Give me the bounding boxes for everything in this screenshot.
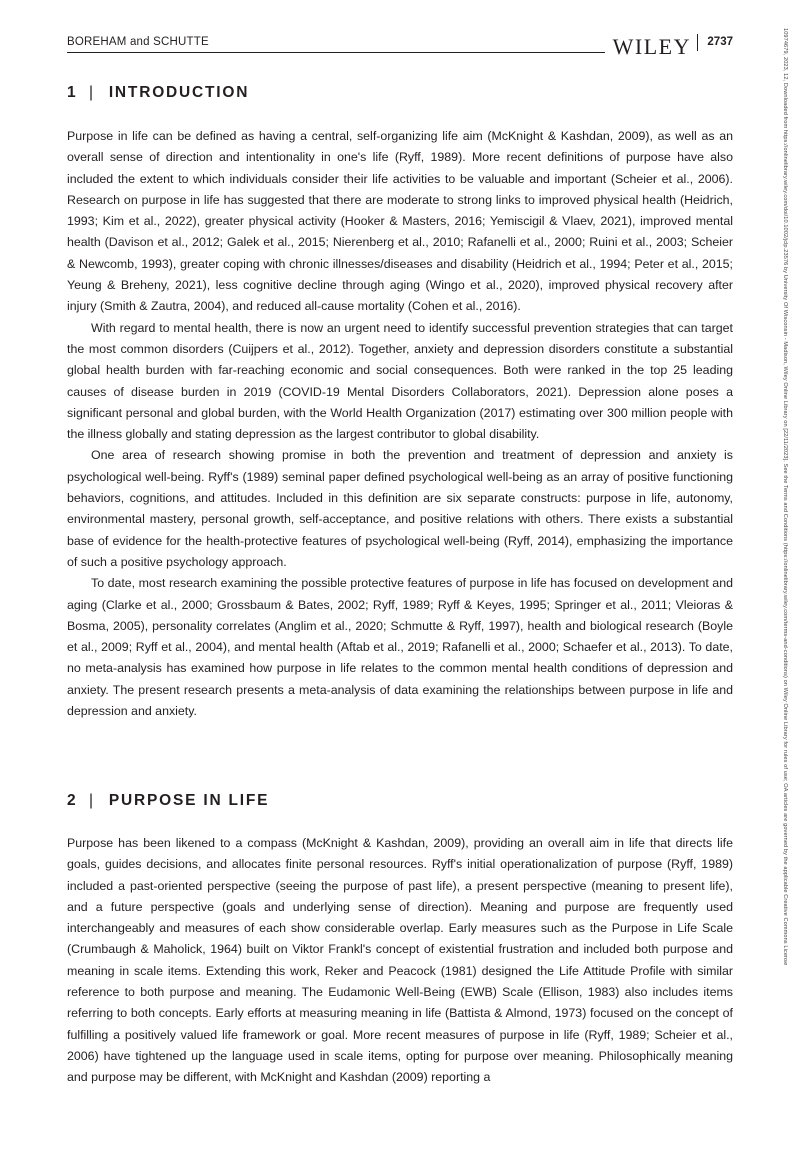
paragraph: To date, most research examining the possible protective features of purpose in life has focused on development and aging (Clarke et al., 2000; Grossbaum & Bates, 2002; Ryff, 1989; Ryff & Keyes, 1995; Springer et al., 2011; Vleioras & Bosma, 2005), personality correlates (Anglim et al., 2020; Schmutte & Ryff, 1997), health and biological research (Boyle et al., 2009; Ryff et al., 2004), and mental health (Aftab et al., 2019; Rafanelli et al., 2000; Schaefer et al., 2013). To date, no meta-analysis has examined how purpose in life relates to the common mental health conditions of depression and anxiety. The present research presents a meta-analysis of data examining the relationships between purpose in life and depression and anxiety. bbox=[67, 576, 733, 719]
header-divider bbox=[697, 34, 698, 51]
header-rule bbox=[67, 52, 605, 53]
section-body-purpose-in-life bbox=[67, 833, 733, 1089]
publisher-logo: WILEY bbox=[612, 34, 691, 59]
download-notice-text: 10974679, 2023, 12, Downloaded from https://onlinelibrary.wiley.com/doi/10.1002/jclp.23576 by University Of Wisconsin - Madison, Wiley Online Library on [22/11/2023]. See the Terms and Conditions (https://onlinelibrary.wiley.com/terms-and-conditions) on Wiley Online Library for rules of use; OA articles are governed by the applicable Creative Commons License bbox=[782, 28, 788, 966]
paragraph: One area of research showing promise in both the prevention and treatment of depression and anxiety is psychological well-being. Ryff's (1989) seminal paper defined psychological well-being as an array of positive functioning behaviors, cognitions, and attitudes. Included in this definition are six separate constructs: purpose in life, autonomy, environmental mastery, personal growth, self-acceptance, and positive relations with others. There exists a substantial base of evidence for the health-protective features of psychological well-being (Ryff, 2014), emphasizing the importance of such a positive psychology approach. bbox=[67, 448, 733, 569]
section-number: 1 bbox=[67, 84, 78, 101]
download-notice bbox=[774, 28, 788, 1128]
paragraph: Purpose has been likened to a compass (McKnight & Kashdan, 2009), providing an overall aim in life that directs life goals, guides decisions, and allocates finite personal resources. Ryff's initial operationalization of purpose (Ryff, 1989) included a past-oriented perspective (seeing the purpose of past life), a present perspective (meaning to present life), and a future perspective (goals and underlying sense of direction). Meaning and purpose are frequently used interchangeably and measures of each show considerable overlap. Early measures such as the Purpose in Life Scale (Crumbaugh & Maholick, 1964) built on Viktor Frankl's concept of existential frustration and included both purpose and meaning in scale items. Extending this work, Reker and Peacock (1981) designed the Life Attitude Profile with similar reference to both purpose and meaning. The Eudamonic Well-Being (EWB) Scale (Ellison, 1983) also includes items referring to both concepts. Early efforts at measuring meaning in life (Battista & Almond, 1973) focused on the concept of fulfilling a positively valued life framework or goal. More recent measures of purpose in life (Ryff, 1989; Scheier et al., 2006) have tightened up the language used in scale items, opting for purpose over meaning. Philosophically meaning and purpose may be different, with McKnight and Kashdan (2009) reporting a bbox=[67, 836, 733, 1085]
page-header bbox=[67, 30, 733, 62]
section-separator: | bbox=[89, 792, 95, 809]
section-heading-introduction bbox=[67, 84, 249, 102]
section-separator: | bbox=[89, 84, 95, 101]
section-title: PURPOSE IN LIFE bbox=[108, 792, 270, 809]
section-title: INTRODUCTION bbox=[108, 84, 250, 101]
section-number: 2 bbox=[67, 792, 78, 809]
page-number: 2737 bbox=[707, 36, 733, 48]
section-heading-purpose-in-life bbox=[67, 792, 269, 810]
paragraph: Purpose in life can be defined as having a central, self-organizing life aim (McKnight & Kashdan, 2009), as well as an overall sense of direction and intentionality in one's life (Ryff, 1989). More recent definitions of purpose have also included the extent to which individuals consider their life activities to be valuable and important (Scheier et al., 2006). Research on purpose in life has suggested that there are moderate to strong links to improved physical health (Heidrich, 1993; Kim et al., 2022), greater physical activity (Hooker & Masters, 2016; Yemiscigil & Vlaev, 2021), improved mental health (Davison et al., 2012; Galek et al., 2015; Nierenberg et al., 2010; Rafanelli et al., 2000; Ruini et al., 2003; Scheier & Newcomb, 1993), greater coping with chronic illnesses/diseases and disability (Heidrich et al., 1994; Peter et al., 2015; Yeung & Breheny, 2021), less cognitive decline through aging (Wingo et al., 2020), improved physical recovery after injury (Smith & Zautra, 2004), and reduced all-cause mortality (Cohen et al., 2016). bbox=[67, 129, 733, 314]
running-head-authors: BOREHAM and SCHUTTE bbox=[67, 36, 209, 48]
section-body-introduction bbox=[67, 126, 733, 722]
paragraph: With regard to mental health, there is now an urgent need to identify successful prevention strategies that can target the most common disorders (Cuijpers et al., 2012). Together, anxiety and depression disorders constitute a substantial global health burden with far-reaching economic and social consequences. Both were ranked in the top 25 leading causes of disease burden in 2019 (COVID-19 Mental Disorders Collaborators, 2021). Depression alone poses a significant personal and global burden, with the World Health Organization (2017) estimating over 300 million people with the illness globally and stating depression as the largest contributor to global disability. bbox=[67, 320, 733, 442]
